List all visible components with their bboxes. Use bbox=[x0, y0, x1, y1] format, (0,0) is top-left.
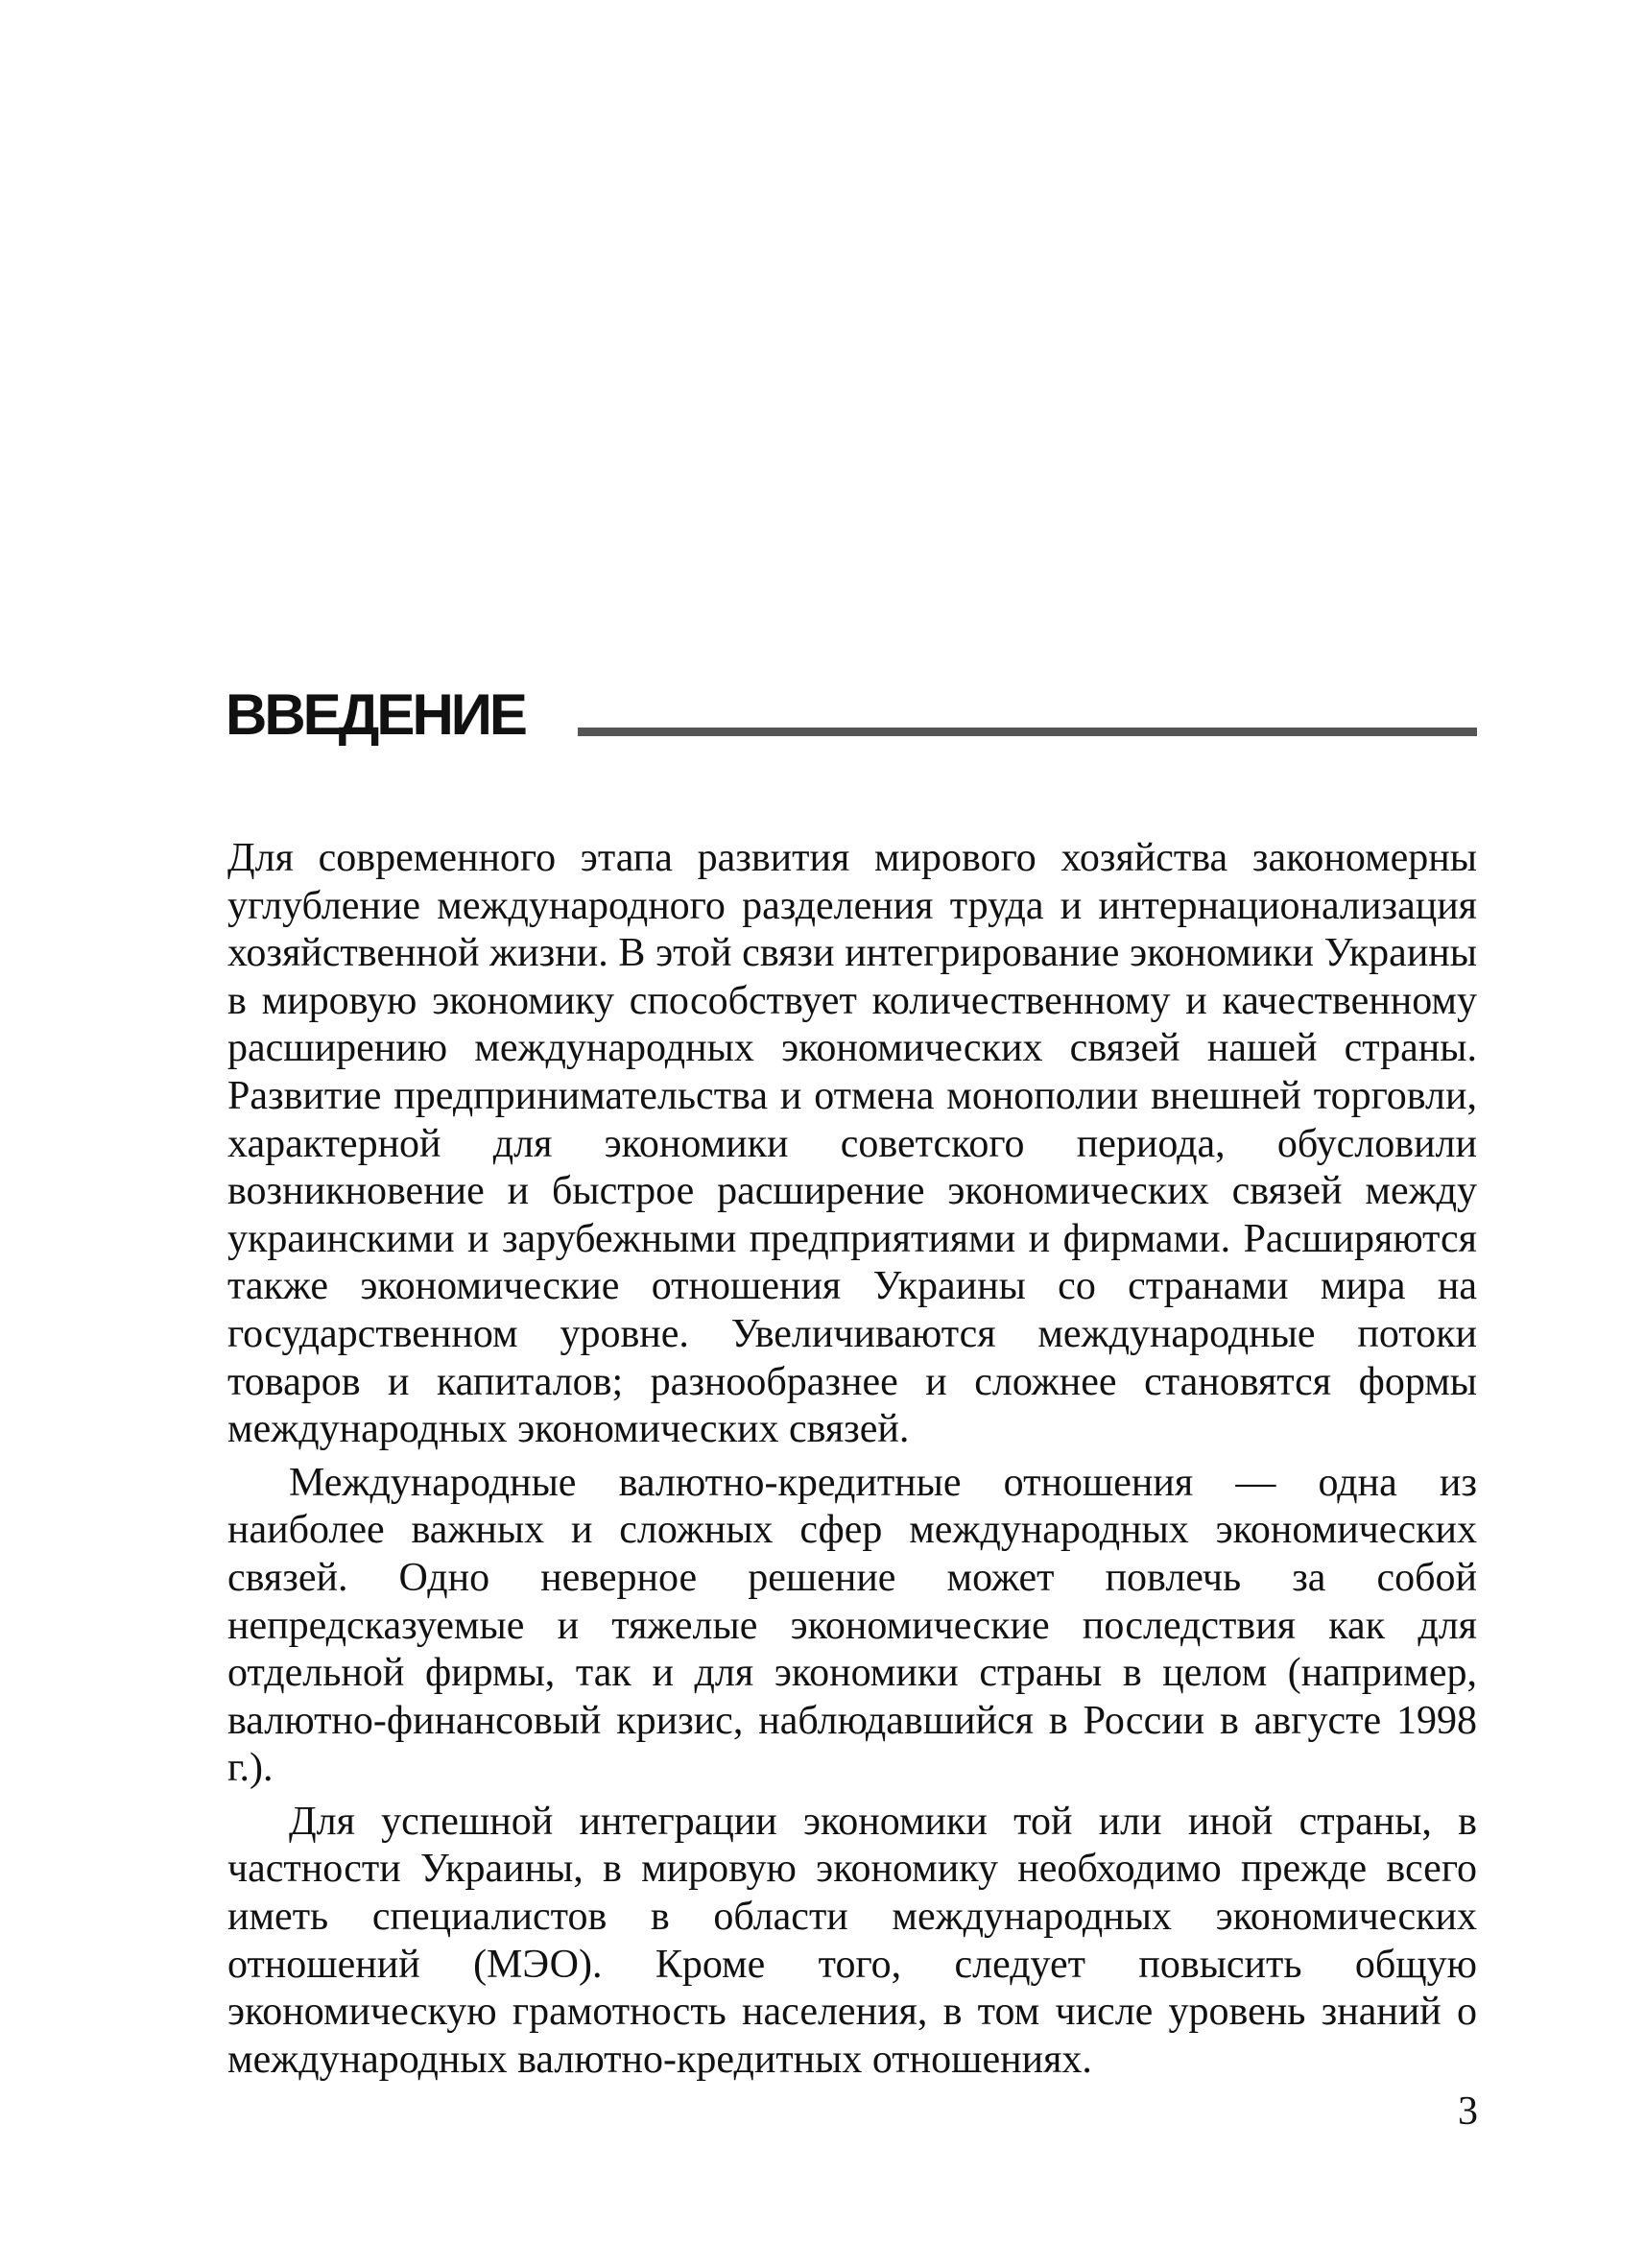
paragraph-2: Международные валютно-кредитные отношения — одна из наиболее важных и сложных сфер международных экономических связей. Одно неверное решение может повлечь за собой непредсказуемые и тяжелые экономические последствия как для отдельной фирмы, так и для экономики страны в целом (например, валютно-финансовый кризис, наблюдавшийся в России в августе 1998 г.). bbox=[227, 1460, 1477, 1791]
paragraph-1: Для современного этапа развития мирового хозяйства закономерны углубление международного разделения труда и интернационализация хозяйственной жизни. В этой связи интегрирование экономики Украины в мировую экономику способствует количественному и качественному расширению международных экономических связей нашей страны. Развитие предпринимательства и отмена монополии внешней торговли, характерной для экономики советского периода, обусловили возникновение и быстрое расширение экономических связей между украинскими и зарубежными предприятиями и фирмами. Расширяются также экономические отношения Украины со странами мира на государственном уровне. Увеличиваются международные потоки товаров и капиталов; разнообразнее и сложнее становятся формы международных экономических связей. bbox=[227, 836, 1477, 1452]
paragraph-3: Для успешной интеграции экономики той или иной страны, в частности Украины, в мировую экономику необходимо прежде всего иметь специалистов в области международных экономических отношений (МЭО). Кроме того, следует повысить общую экономическую грамотность населения, в том числе уровень знаний о международных валютно-кредитных отношениях. bbox=[227, 1799, 1477, 2082]
body-text bbox=[227, 835, 1477, 2089]
chapter-title: ВВЕДЕНИЕ bbox=[226, 682, 525, 747]
page-number: 3 bbox=[1458, 2089, 1478, 2134]
title-rule bbox=[578, 728, 1477, 736]
chapter-heading bbox=[226, 677, 1478, 753]
